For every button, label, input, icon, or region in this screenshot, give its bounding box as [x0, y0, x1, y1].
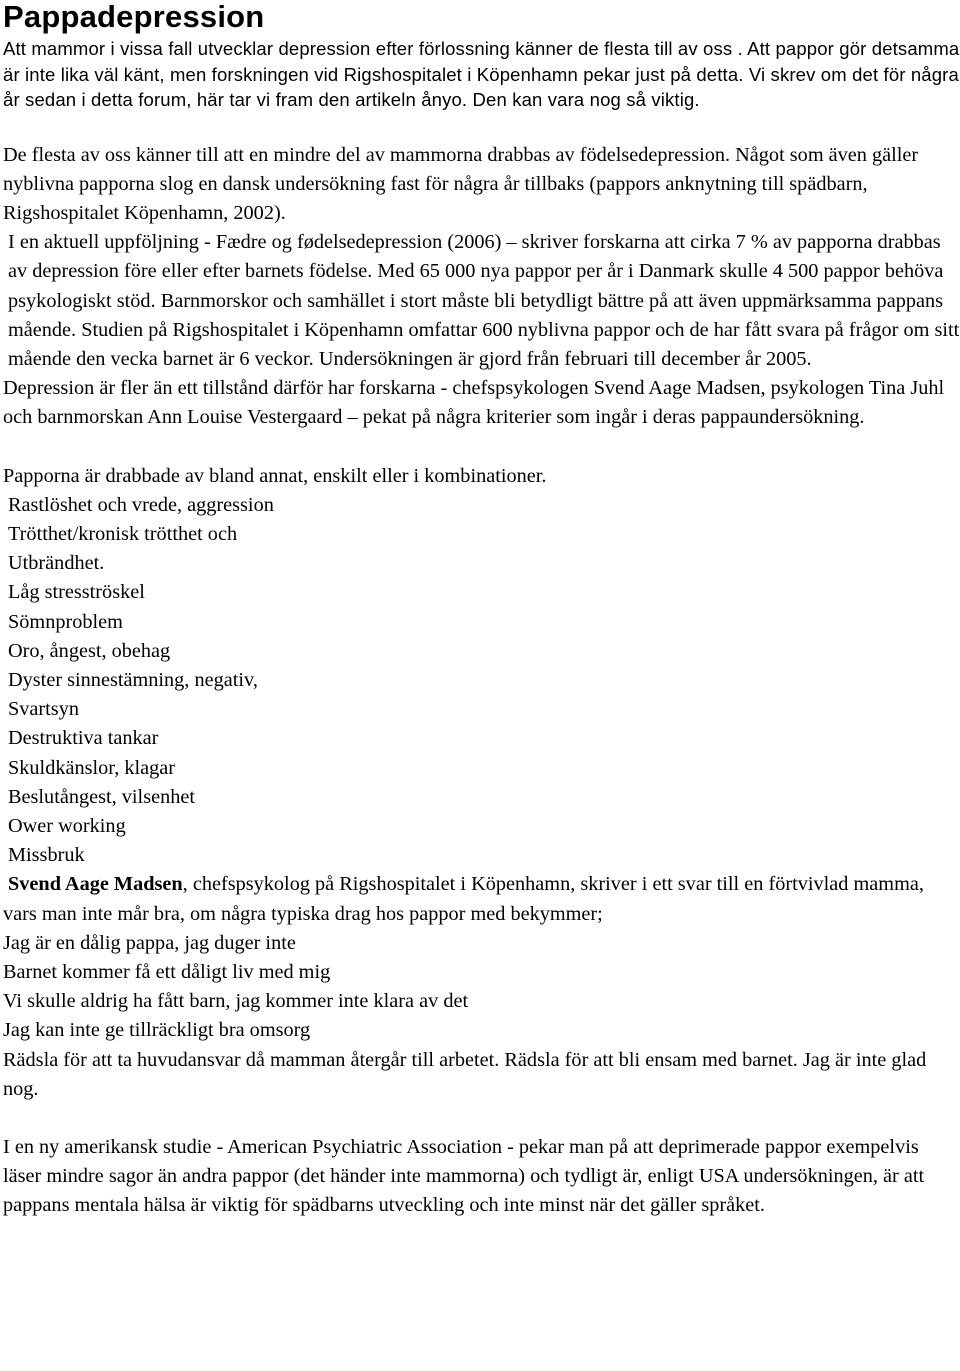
- symptom-item: Sömnproblem: [8, 610, 123, 633]
- symptom-item: Destruktiva tankar: [8, 727, 159, 750]
- symptom-item: Trötthet/kronisk trötthet och: [8, 522, 238, 545]
- symptom-item: Dyster sinnestämning, negativ,: [8, 668, 258, 691]
- symptom-item: Rastlöshet och vrede, aggression: [8, 493, 274, 516]
- paragraph-2: I en aktuell uppföljning - Fædre og fødelsedepression (2006) – skriver forskarna att cirka 7 % av papporna drabbas av depression före eller efter barnets födelse. Med 65 000 nya pappor per år i Danmark skulle 4 500 pappor behöva psykologiskt stöd. Barnmorskor och samhället i stort måste bli betydligt bättre på att även uppmärksamma pappans mående. Studien på Rigshospitalet i Köpenhamn omfattar 600 nyblivna pappor och de har fått svara på frågor om sitt mående den vecka barnet är 6 veckor. Undersökningen är gjord från februari till december år 2005.: [8, 231, 960, 370]
- quote-line: Barnet kommer få ett dåligt liv med mig: [3, 960, 331, 983]
- quote-line: Jag kan inte ge tillräckligt bra omsorg: [3, 1019, 311, 1042]
- symptom-item: Beslutångest, vilsenhet: [8, 785, 196, 808]
- symptom-item: Låg stresströskel: [8, 581, 145, 604]
- final-paragraph: I en ny amerikansk studie - American Psychiatric Association - pekar man på att deprimerade pappor exempelvis läser mindre sagor än andra pappor (det händer inte mammorna) och tydligt är, enligt USA undersökningen, är att pappans mentala hälsa är viktig för spädbarns utveckling och inte minst när det gäller språket.: [3, 1136, 925, 1217]
- symptom-item: Missbruk: [8, 844, 85, 867]
- symptom-item: Ower working: [8, 814, 126, 837]
- body-block: [3, 141, 960, 433]
- spacer: [3, 1104, 960, 1133]
- intro-paragraph: Att mammor i vissa fall utvecklar depression efter förlossning känner de flesta till av oss . Att pappor gör detsamma är inte lika väl känt, men forskningen vid Rigshospitalet i Köpenhamn pekar just på detta. Vi skrev om det för några år sedan i detta forum, här tar vi fram den artikeln ånyo. Den kan vara nog så viktig.: [3, 38, 960, 110]
- symptom-list-intro: Papporna är drabbade av bland annat, enskilt eller i kombinationer.: [3, 464, 547, 487]
- quote-intro-text: , chefspsykolog på Rigshospitalet i Köpenhamn, skriver i ett svar till en förtvivlad mamma, vars man inte mår bra, om några typiska drag hos pappor med bekymmer;: [3, 873, 924, 925]
- quote-line: Rädsla för att ta huvudansvar då mamman återgår till arbetet. Rädsla för att bli ensam med barnet. Jag är inte glad nog.: [3, 1048, 927, 1100]
- quote-line: Jag är en dålig pappa, jag duger inte: [3, 931, 296, 954]
- article-title: Pappadepression: [3, 0, 265, 34]
- paragraph-1: De flesta av oss känner till att en mindre del av mammorna drabbas av födelsedepression. Något som även gäller nyblivna papporna slog en dansk undersökning fast för några år tillbaks (pappors anknytning till spädbarn, Rigshospitalet Köpenhamn, 2002).: [3, 143, 919, 224]
- quote-list: [3, 929, 960, 1104]
- symptom-item: Svartsyn: [8, 698, 79, 721]
- symptom-list: [3, 491, 960, 871]
- quote-intro: [3, 870, 960, 928]
- symptom-item: Skuldkänslor, klagar: [8, 756, 176, 779]
- quote-line: Vi skulle aldrig ha fått barn, jag kommer inte klara av det: [3, 990, 469, 1013]
- paragraph-3: Depression är fler än ett tillstånd därför har forskarna - chefspsykologen Svend Aage Madsen, psykologen Tina Juhl och barnmorskan Ann Louise Vestergaard – pekat på några kriterier som ingår i deras pappaundersökning.: [3, 377, 945, 429]
- symptom-item: Utbrändhet.: [8, 552, 105, 575]
- quote-author-name: Svend Aage Madsen: [8, 873, 183, 896]
- spacer: [3, 433, 960, 462]
- symptom-item: Oro, ångest, obehag: [8, 639, 171, 662]
